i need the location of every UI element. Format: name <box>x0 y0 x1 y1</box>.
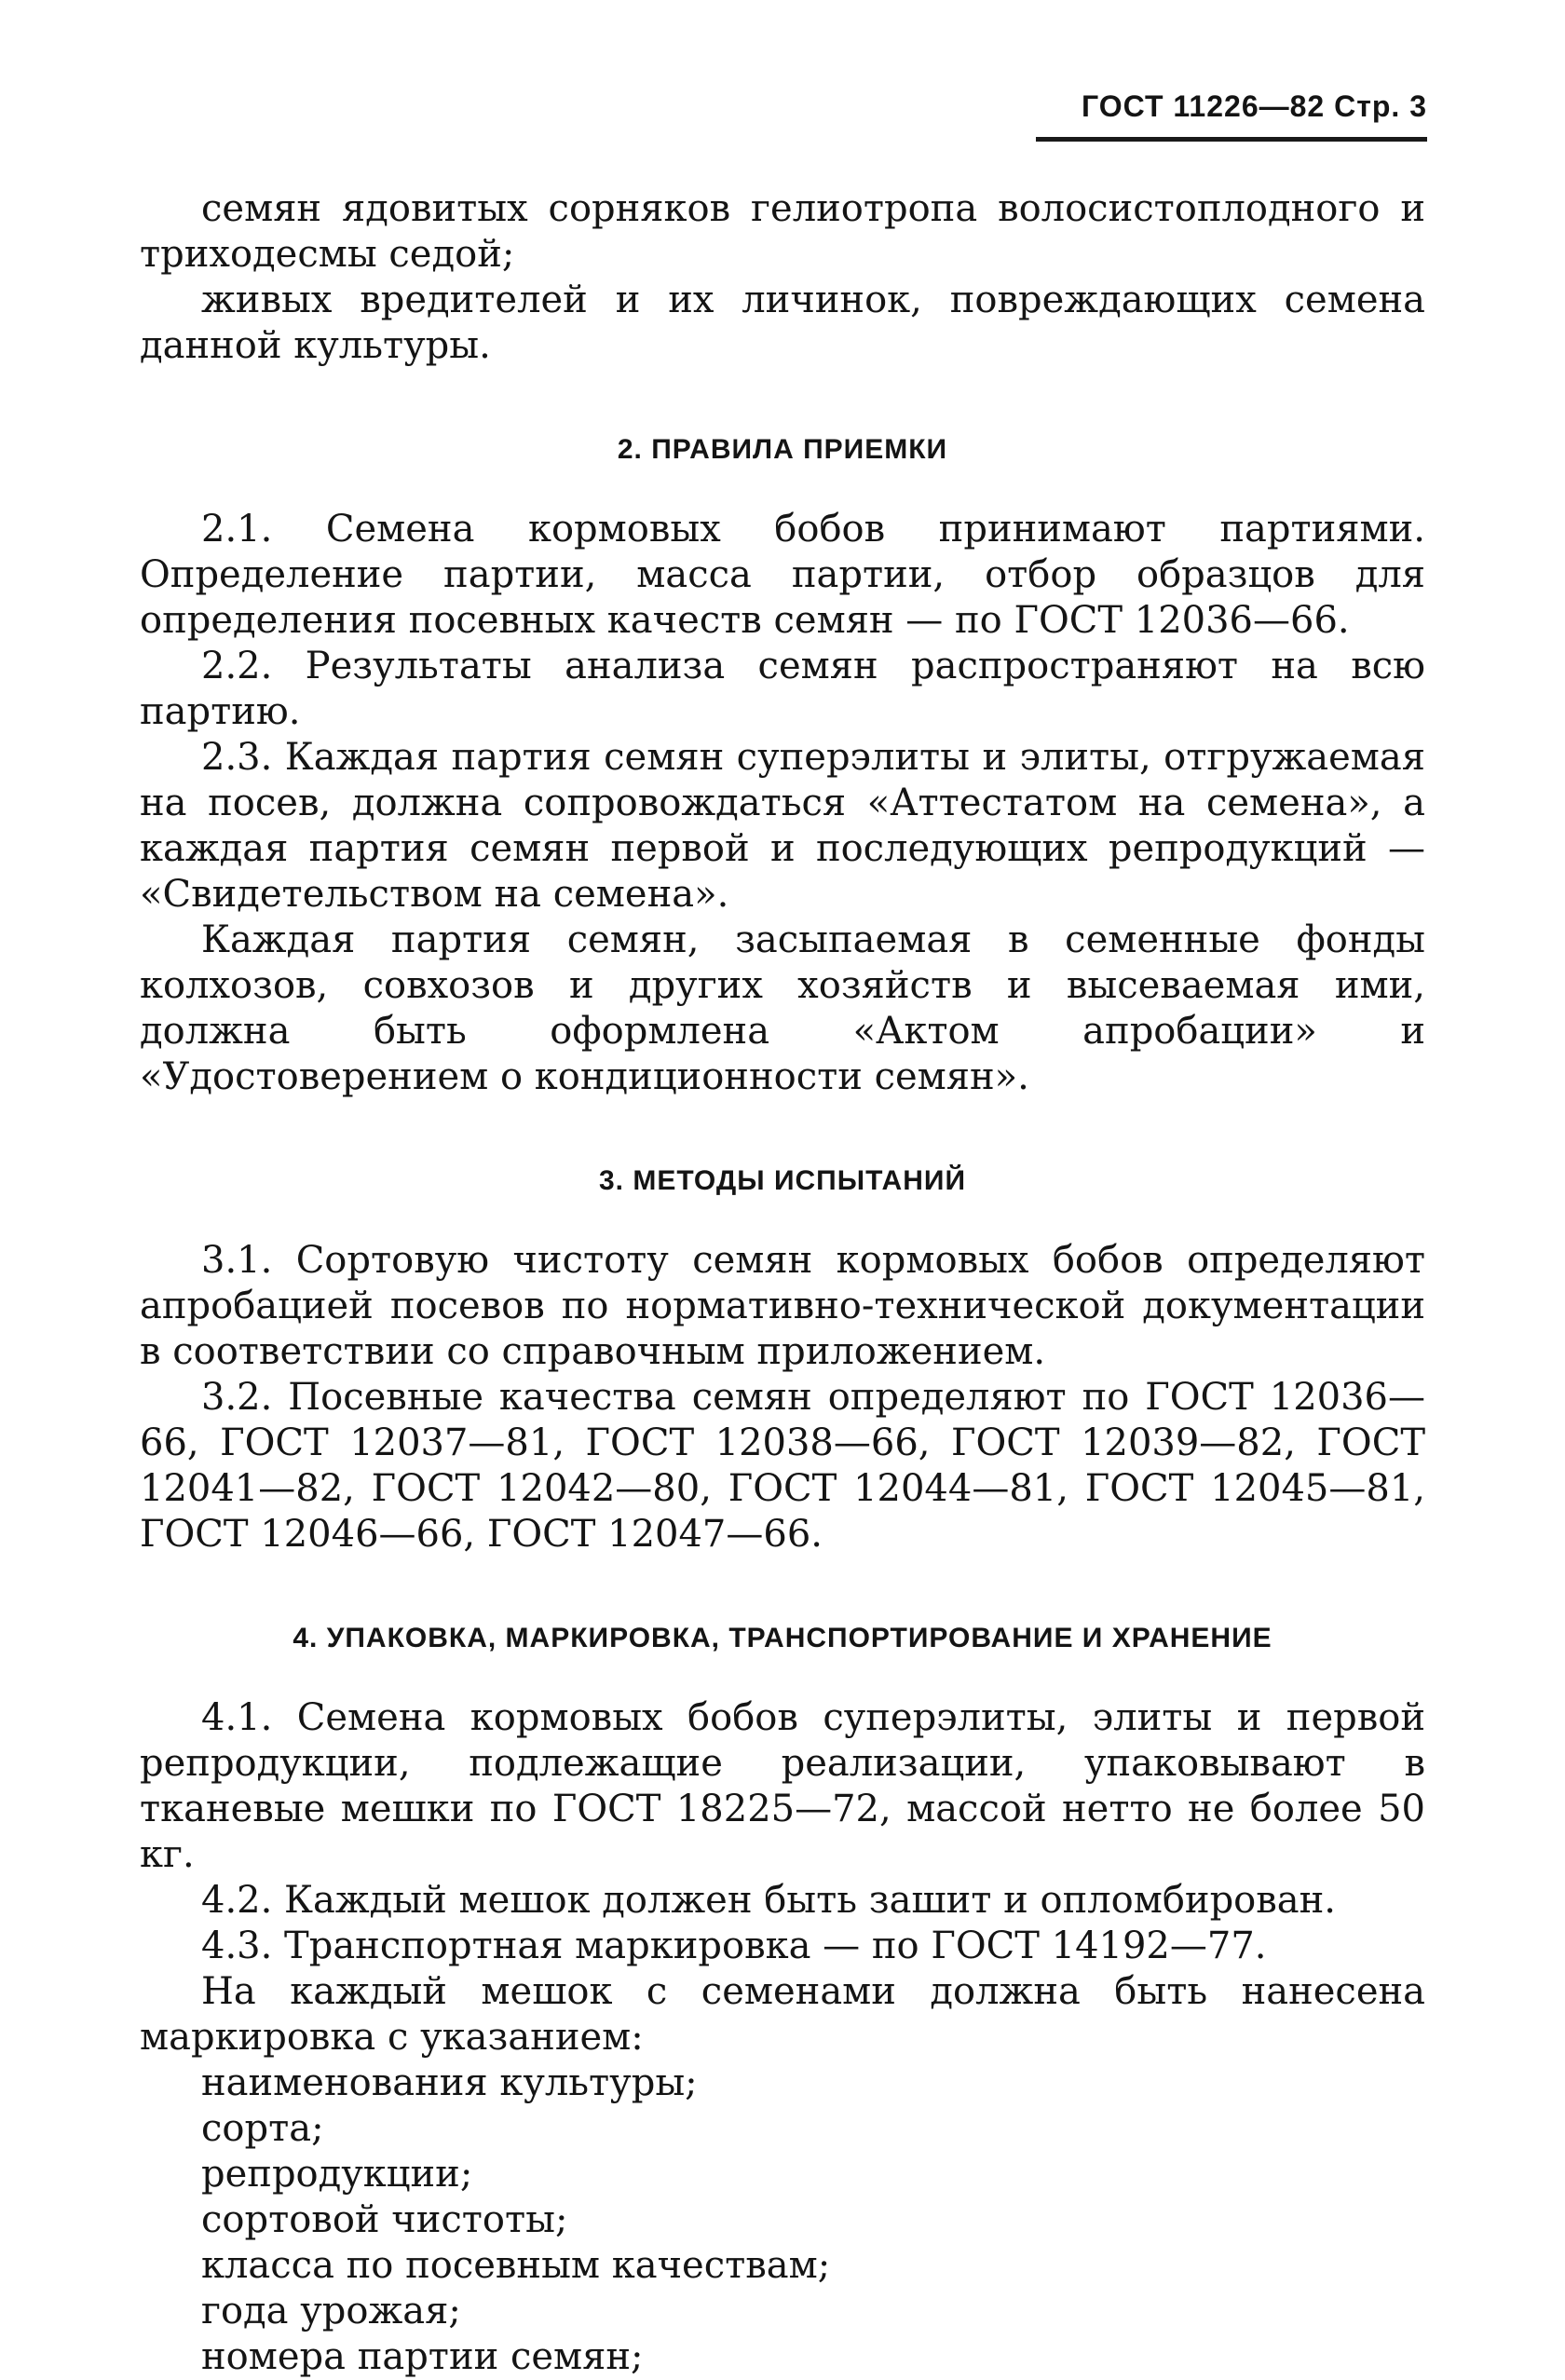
clause-2-2: 2.2. Результаты анализа семян распространяют на всю партию. <box>140 645 1425 733</box>
clause-4-3: 4.3. Транспортная маркировка — по ГОСТ 14192—77. <box>201 1924 1267 1967</box>
clause-4-2: 4.2. Каждый мешок должен быть зашит и опломбирован. <box>201 1879 1337 1922</box>
page-number: Стр. 3 <box>1334 89 1427 123</box>
marking-list-item: сортовой чистоты; <box>201 2198 568 2241</box>
marking-list-item: класса по посевным качествам; <box>201 2244 831 2287</box>
clause-4-1: 4.1. Семена кормовых бобов суперэлиты, элиты и первой репродукции, подлежащие реализации, упаковывают в тканевые мешки по ГОСТ 18225—72, массой нетто не более 50 кг. <box>140 1696 1425 1876</box>
document-body <box>140 186 1425 2380</box>
intro-paragraph-1: семян ядовитых сорняков гелиотропа волосистоплодного и триходесмы седой; <box>140 187 1425 276</box>
marking-list-item: сорта; <box>201 2107 324 2150</box>
clause-2-3-continued: Каждая партия семян, засыпаемая в семенные фонды колхозов, совхозов и других хозяйств и высеваемая ими, должна быть оформлена «Актом апробации» и «Удостоверением о кондиционности семян». <box>140 918 1425 1098</box>
marking-list-item: наименования культуры; <box>201 2061 698 2104</box>
clause-3-2: 3.2. Посевные качества семян определяют по ГОСТ 12036—66, ГОСТ 12037—81, ГОСТ 12038—66, ГОСТ 12039—82, ГОСТ 12041—82, ГОСТ 12042—80, ГОСТ 12044—81, ГОСТ 12045—81, ГОСТ 12046—66, ГОСТ 12047—66. <box>140 1376 1425 1556</box>
marking-list-item: репродукции; <box>201 2153 473 2196</box>
clause-2-3: 2.3. Каждая партия семян суперэлиты и элиты, отгружаемая на посев, должна сопровождаться «Аттестатом на семена», а каждая партия семян первой и последующих репродукций — «Свидетельством на семена». <box>140 736 1425 916</box>
clause-4-3-marking-intro: На каждый мешок с семенами должна быть нанесена маркировка с указанием: <box>140 1970 1425 2059</box>
section-2-heading: 2. ПРАВИЛА ПРИЕМКИ <box>617 434 948 465</box>
marking-list-item: номера партии семян; <box>201 2335 644 2378</box>
section-4-heading: 4. УПАКОВКА, МАРКИРОВКА, ТРАНСПОРТИРОВАНИЕ И ХРАНЕНИЕ <box>293 1623 1272 1653</box>
clause-2-1: 2.1. Семена кормовых бобов принимают партиями. Определение партии, масса партии, отбор образцов для определения посевных качеств семян — по ГОСТ 12036—66. <box>140 508 1425 642</box>
marking-list <box>140 2060 1425 2380</box>
clause-3-1: 3.1. Сортовую чистоту семян кормовых бобов определяют апробацией посевов по нормативно-технической документации в соответствии со справочным приложением. <box>140 1239 1425 1373</box>
marking-list-item: года урожая; <box>201 2290 461 2332</box>
intro-paragraph-2: живых вредителей и их личинок, повреждающих семена данной культуры. <box>140 279 1425 367</box>
page-header <box>1036 89 1427 142</box>
section-3-heading: 3. МЕТОДЫ ИСПЫТАНИЙ <box>599 1165 966 1196</box>
standard-number: ГОСТ 11226—82 <box>1082 89 1326 123</box>
